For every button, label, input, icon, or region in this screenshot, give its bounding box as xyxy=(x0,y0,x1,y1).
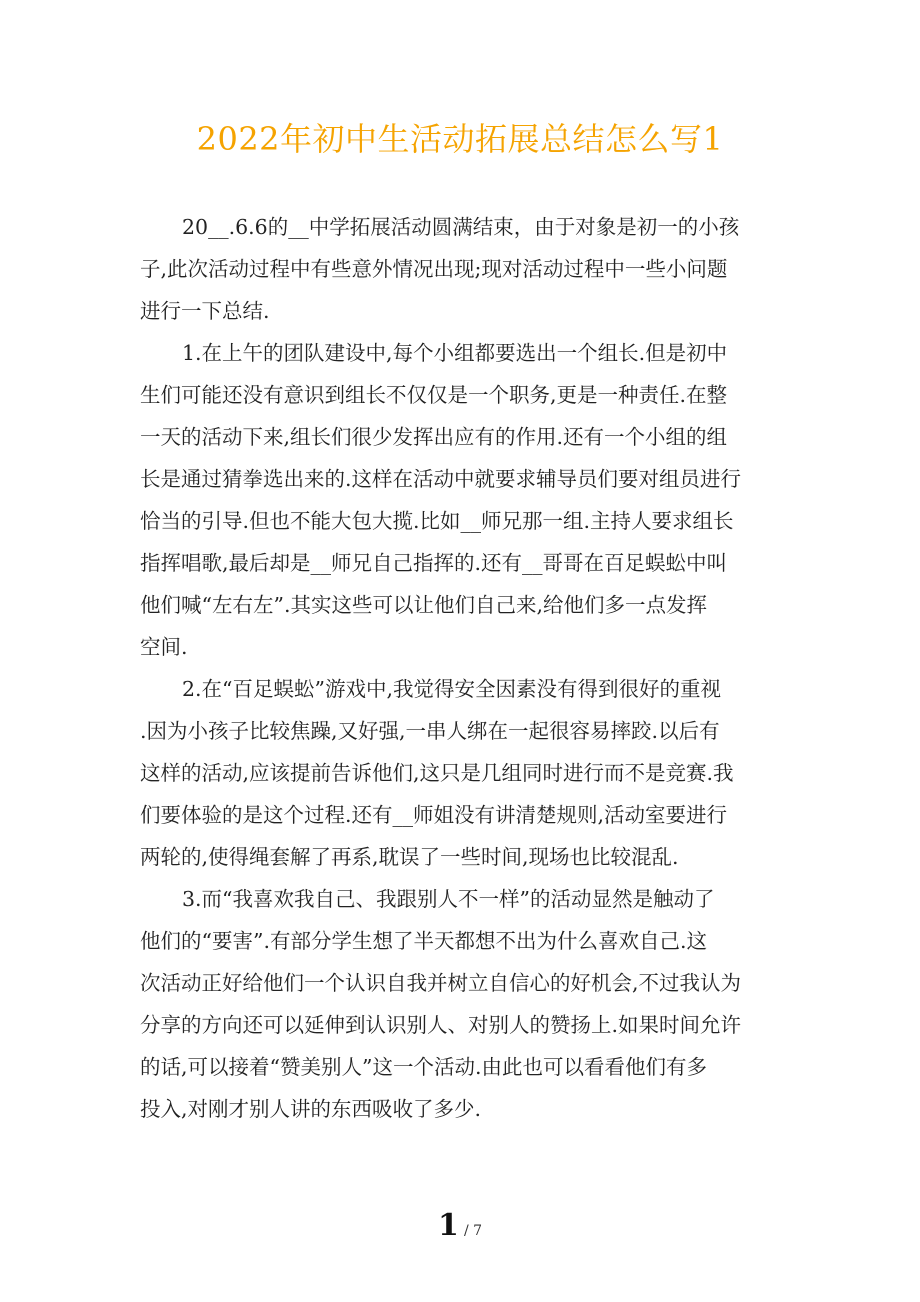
text-line: .因为小孩子比较焦躁,又好强,一串人绑在一起很容易摔跤.以后有 xyxy=(140,719,720,743)
text-line: 20__.6.6的__中学拓展活动圆满结束，由于对象是初一的小孩 xyxy=(182,215,740,239)
paragraph xyxy=(140,206,790,332)
text-line: 生们可能还没有意识到组长不仅仅是一个职务,更是一种责任.在整 xyxy=(140,383,728,407)
document-body xyxy=(140,206,790,1130)
text-line: 一天的活动下来,组长们很少发挥出应有的作用.还有一个小组的组 xyxy=(140,425,728,449)
text-line: 投入,对刚才别人讲的东西吸收了多少. xyxy=(140,1097,482,1121)
text-line: 长是通过猜拳选出来的.这样在活动中就要求辅导员们要对组员进行 xyxy=(140,467,742,491)
text-line: 恰当的引导.但也不能大包大揽.比如__师兄那一组.主持人要求组长 xyxy=(140,509,734,533)
text-line: 空间. xyxy=(140,635,188,659)
page-number xyxy=(0,1208,920,1243)
text-line: 两轮的,使得绳套解了再系,耽误了一些时间,现场也比较混乱. xyxy=(140,845,679,869)
text-line: 这样的活动,应该提前告诉他们,这只是几组同时进行而不是竞赛.我 xyxy=(140,761,734,785)
text-line: 2.在“百足蜈蚣”游戏中,我觉得安全因素没有得到很好的重视 xyxy=(182,677,722,701)
text-line: 他们的“要害”.有部分学生想了半天都想不出为什么喜欢自己.这 xyxy=(140,929,707,953)
paragraph xyxy=(140,878,790,1130)
text-line: 的话,可以接着“赞美别人”这一个活动.由此也可以看看他们有多 xyxy=(140,1055,707,1079)
document-title: 2022年初中生活动拓展总结怎么写1 xyxy=(196,120,724,158)
current-page: 1 xyxy=(437,1208,459,1243)
text-line: 他们喊“左右左”.其实这些可以让他们自己来,给他们多一点发挥 xyxy=(140,593,707,617)
text-line: 3.而“我喜欢我自己、我跟别人不一样”的活动显然是触动了 xyxy=(182,887,715,911)
text-line: 子,此次活动过程中有些意外情况出现;现对活动过程中一些小问题 xyxy=(140,257,728,281)
paragraph xyxy=(140,332,790,668)
total-pages: / 7 xyxy=(463,1223,483,1239)
text-line: 次活动正好给他们一个认识自我并树立自信心的好机会,不过我认为 xyxy=(140,971,742,995)
text-line: 1.在上午的团队建设中,每个小组都要选出一个组长.但是初中 xyxy=(182,341,728,365)
text-line: 进行一下总结. xyxy=(140,299,270,323)
text-line: 指挥唱歌,最后却是__师兄自己指挥的.还有__哥哥在百足蜈蚣中叫 xyxy=(140,551,728,575)
text-line: 们要体验的是这个过程.还有__师姐没有讲清楚规则,活动室要进行 xyxy=(140,803,728,827)
text-line: 分享的方向还可以延伸到认识别人、对别人的赞扬上.如果时间允许 xyxy=(140,1013,742,1037)
paragraph xyxy=(140,668,790,878)
